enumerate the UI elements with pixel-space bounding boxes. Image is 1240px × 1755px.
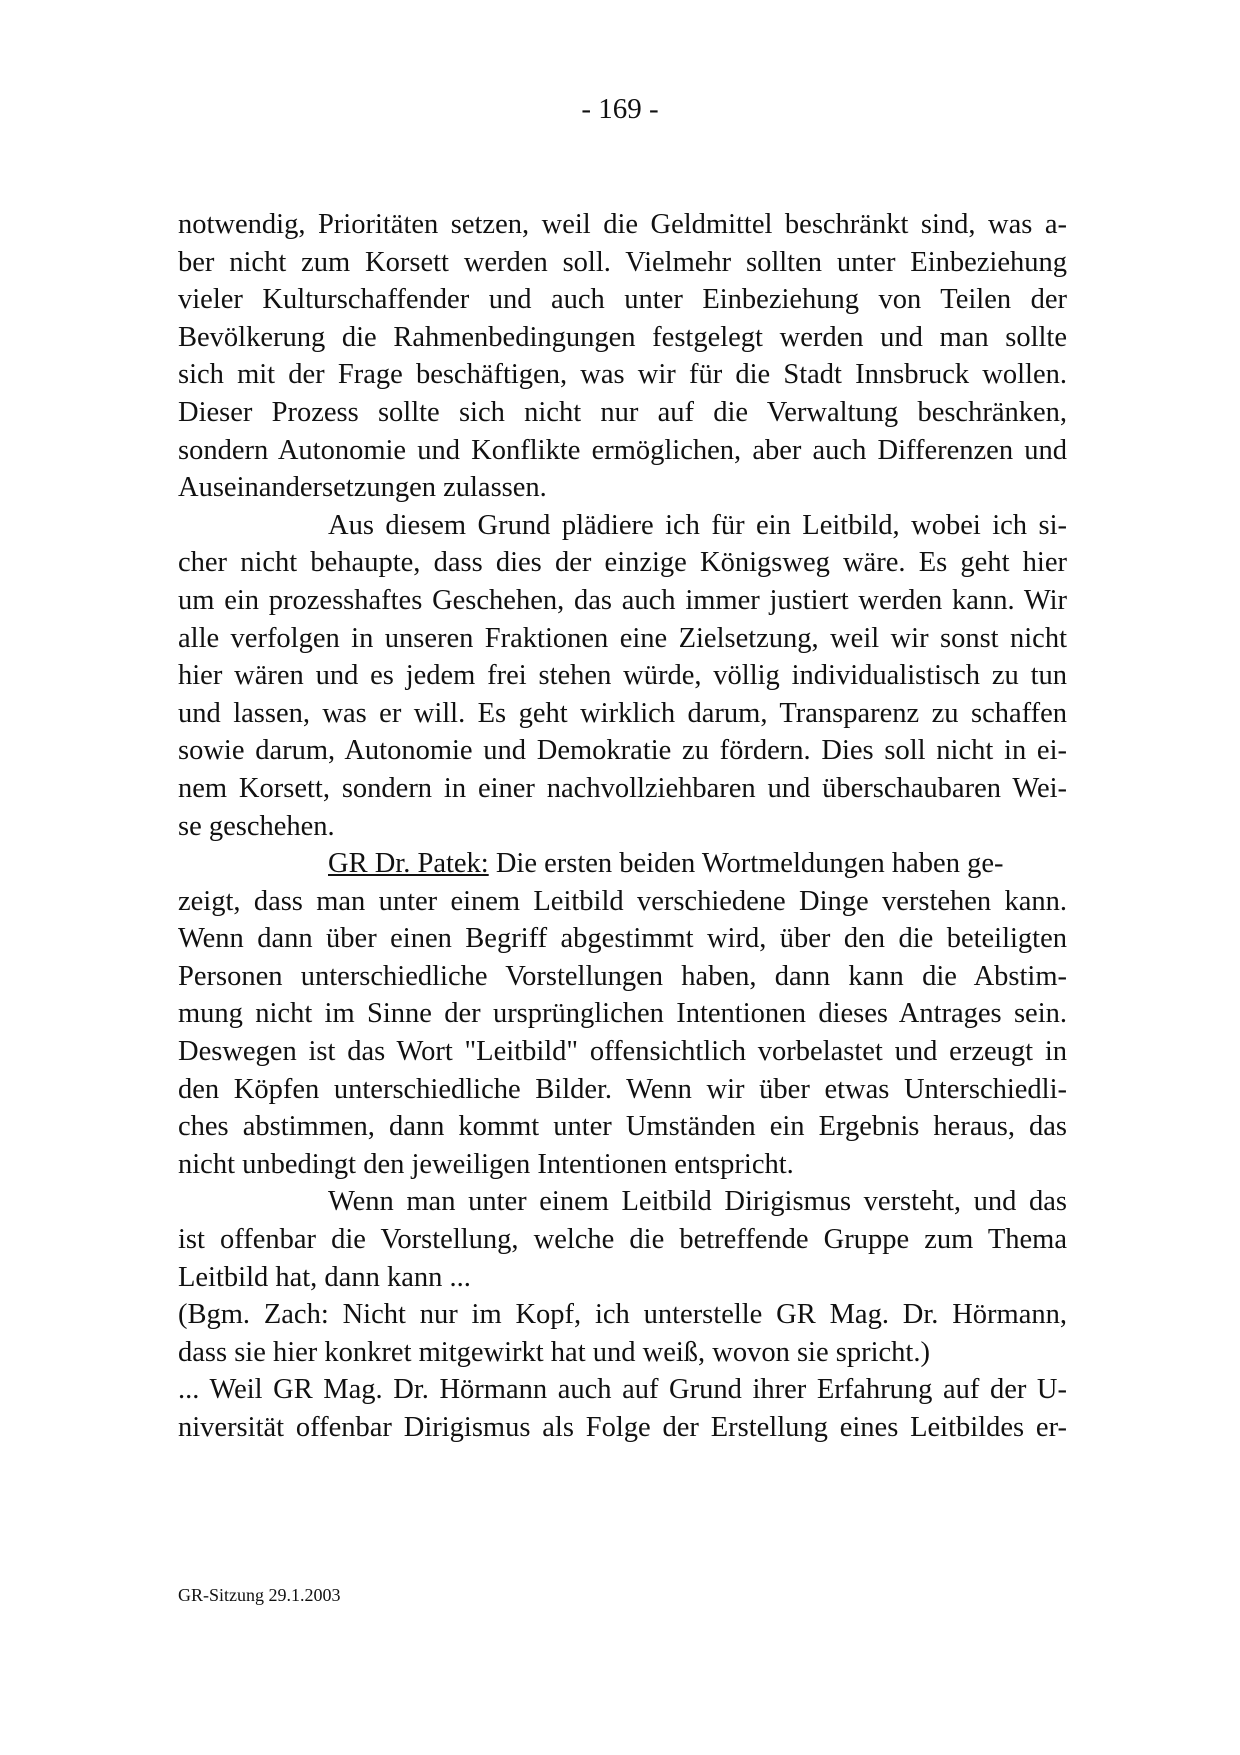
- text-line: Personen unterschiedliche Vorstellungen haben, dann kann die Abstim-: [178, 960, 1067, 992]
- speaker-text: Die ersten beiden Wortmeldungen haben ge-: [495, 848, 1004, 880]
- text-line: ches abstimmen, dann kommt unter Umständen ein Ergebnis heraus, das: [178, 1111, 1067, 1143]
- text-line: sondern Autonomie und Konflikte ermöglichen, aber auch Differenzen und: [178, 434, 1067, 466]
- text-line: den Köpfen unterschiedliche Bilder. Wenn wir über etwas Unterschiedli-: [178, 1073, 1067, 1105]
- text-line: und lassen, was er will. Es geht wirklich darum, Transparenz zu schaffen: [178, 697, 1067, 729]
- text-line: nicht unbedingt den jeweiligen Intentionen entspricht.: [178, 1148, 794, 1180]
- text-line: Wenn dann über einen Begriff abgestimmt wird, über den die beteiligten: [178, 923, 1067, 955]
- text-line: se geschehen.: [178, 810, 335, 842]
- text-line: um ein prozesshaftes Geschehen, das auch immer justiert werden kann. Wir: [178, 584, 1067, 616]
- text-line: sich mit der Frage beschäftigen, was wir für die Stadt Innsbruck wollen.: [178, 359, 1067, 391]
- text-line: Bevölkerung die Rahmenbedingungen festgelegt werden und man sollte: [178, 321, 1067, 353]
- speaker-line: [178, 845, 1067, 883]
- text-line: Dieser Prozess sollte sich nicht nur auf die Verwaltung beschränken,: [178, 396, 1067, 428]
- text-line: ... Weil GR Mag. Dr. Hörmann auch auf Grund ihrer Erfahrung auf der U-: [178, 1374, 1067, 1406]
- text-line: Auseinandersetzungen zulassen.: [178, 472, 547, 504]
- text-line: niversität offenbar Dirigismus als Folge der Erstellung eines Leitbildes er-: [178, 1412, 1067, 1443]
- paragraph-first-line: Aus diesem Grund plädiere ich für ein Leitbild, wobei ich si-: [328, 509, 1067, 541]
- text-line: ist offenbar die Vorstellung, welche die betreffende Gruppe zum Thema: [178, 1224, 1067, 1256]
- text-line: cher nicht behaupte, dass dies der einzige Königsweg wäre. Es geht hier: [178, 547, 1067, 579]
- text-line: mung nicht im Sinne der ursprünglichen Intentionen dieses Antrages sein.: [178, 998, 1067, 1030]
- text-line: notwendig, Prioritäten setzen, weil die Geldmittel beschränkt sind, was a-: [178, 209, 1067, 240]
- speaker-name: GR Dr. Patek:: [328, 848, 489, 880]
- interjection-line: (Bgm. Zach: Nicht nur im Kopf, ich unterstelle GR Mag. Dr. Hörmann,: [178, 1299, 1067, 1331]
- page-number: - 169 -: [581, 93, 659, 125]
- text-line: nem Korsett, sondern in einer nachvollziehbaren und überschaubaren Wei-: [178, 772, 1067, 804]
- text-line: Deswegen ist das Wort "Leitbild" offensichtlich vorbelastet und erzeugt in: [178, 1036, 1067, 1068]
- text-line: hier wären und es jedem frei stehen würde, völlig individualistisch zu tun: [178, 660, 1067, 692]
- text-line: zeigt, dass man unter einem Leitbild verschiedene Dinge verstehen kann.: [178, 885, 1067, 917]
- text-line: alle verfolgen in unseren Fraktionen eine Zielsetzung, weil wir sonst nicht: [178, 622, 1067, 654]
- text-line: Leitbild hat, dann kann ...: [178, 1261, 471, 1293]
- paragraph-first-line: Wenn man unter einem Leitbild Dirigismus versteht, und das: [328, 1186, 1067, 1218]
- text-line: vieler Kulturschaffender und auch unter Einbeziehung von Teilen der: [178, 284, 1067, 316]
- interjection-line: dass sie hier konkret mitgewirkt hat und weiß, wovon sie spricht.): [178, 1336, 930, 1368]
- body-text: [178, 206, 1067, 1447]
- text-line: ber nicht zum Korsett werden soll. Vielmehr sollten unter Einbeziehung: [178, 246, 1067, 278]
- footer-session-date: GR-Sitzung 29.1.2003: [178, 1585, 341, 1605]
- text-line: sowie darum, Autonomie und Demokratie zu fördern. Dies soll nicht in ei-: [178, 735, 1067, 767]
